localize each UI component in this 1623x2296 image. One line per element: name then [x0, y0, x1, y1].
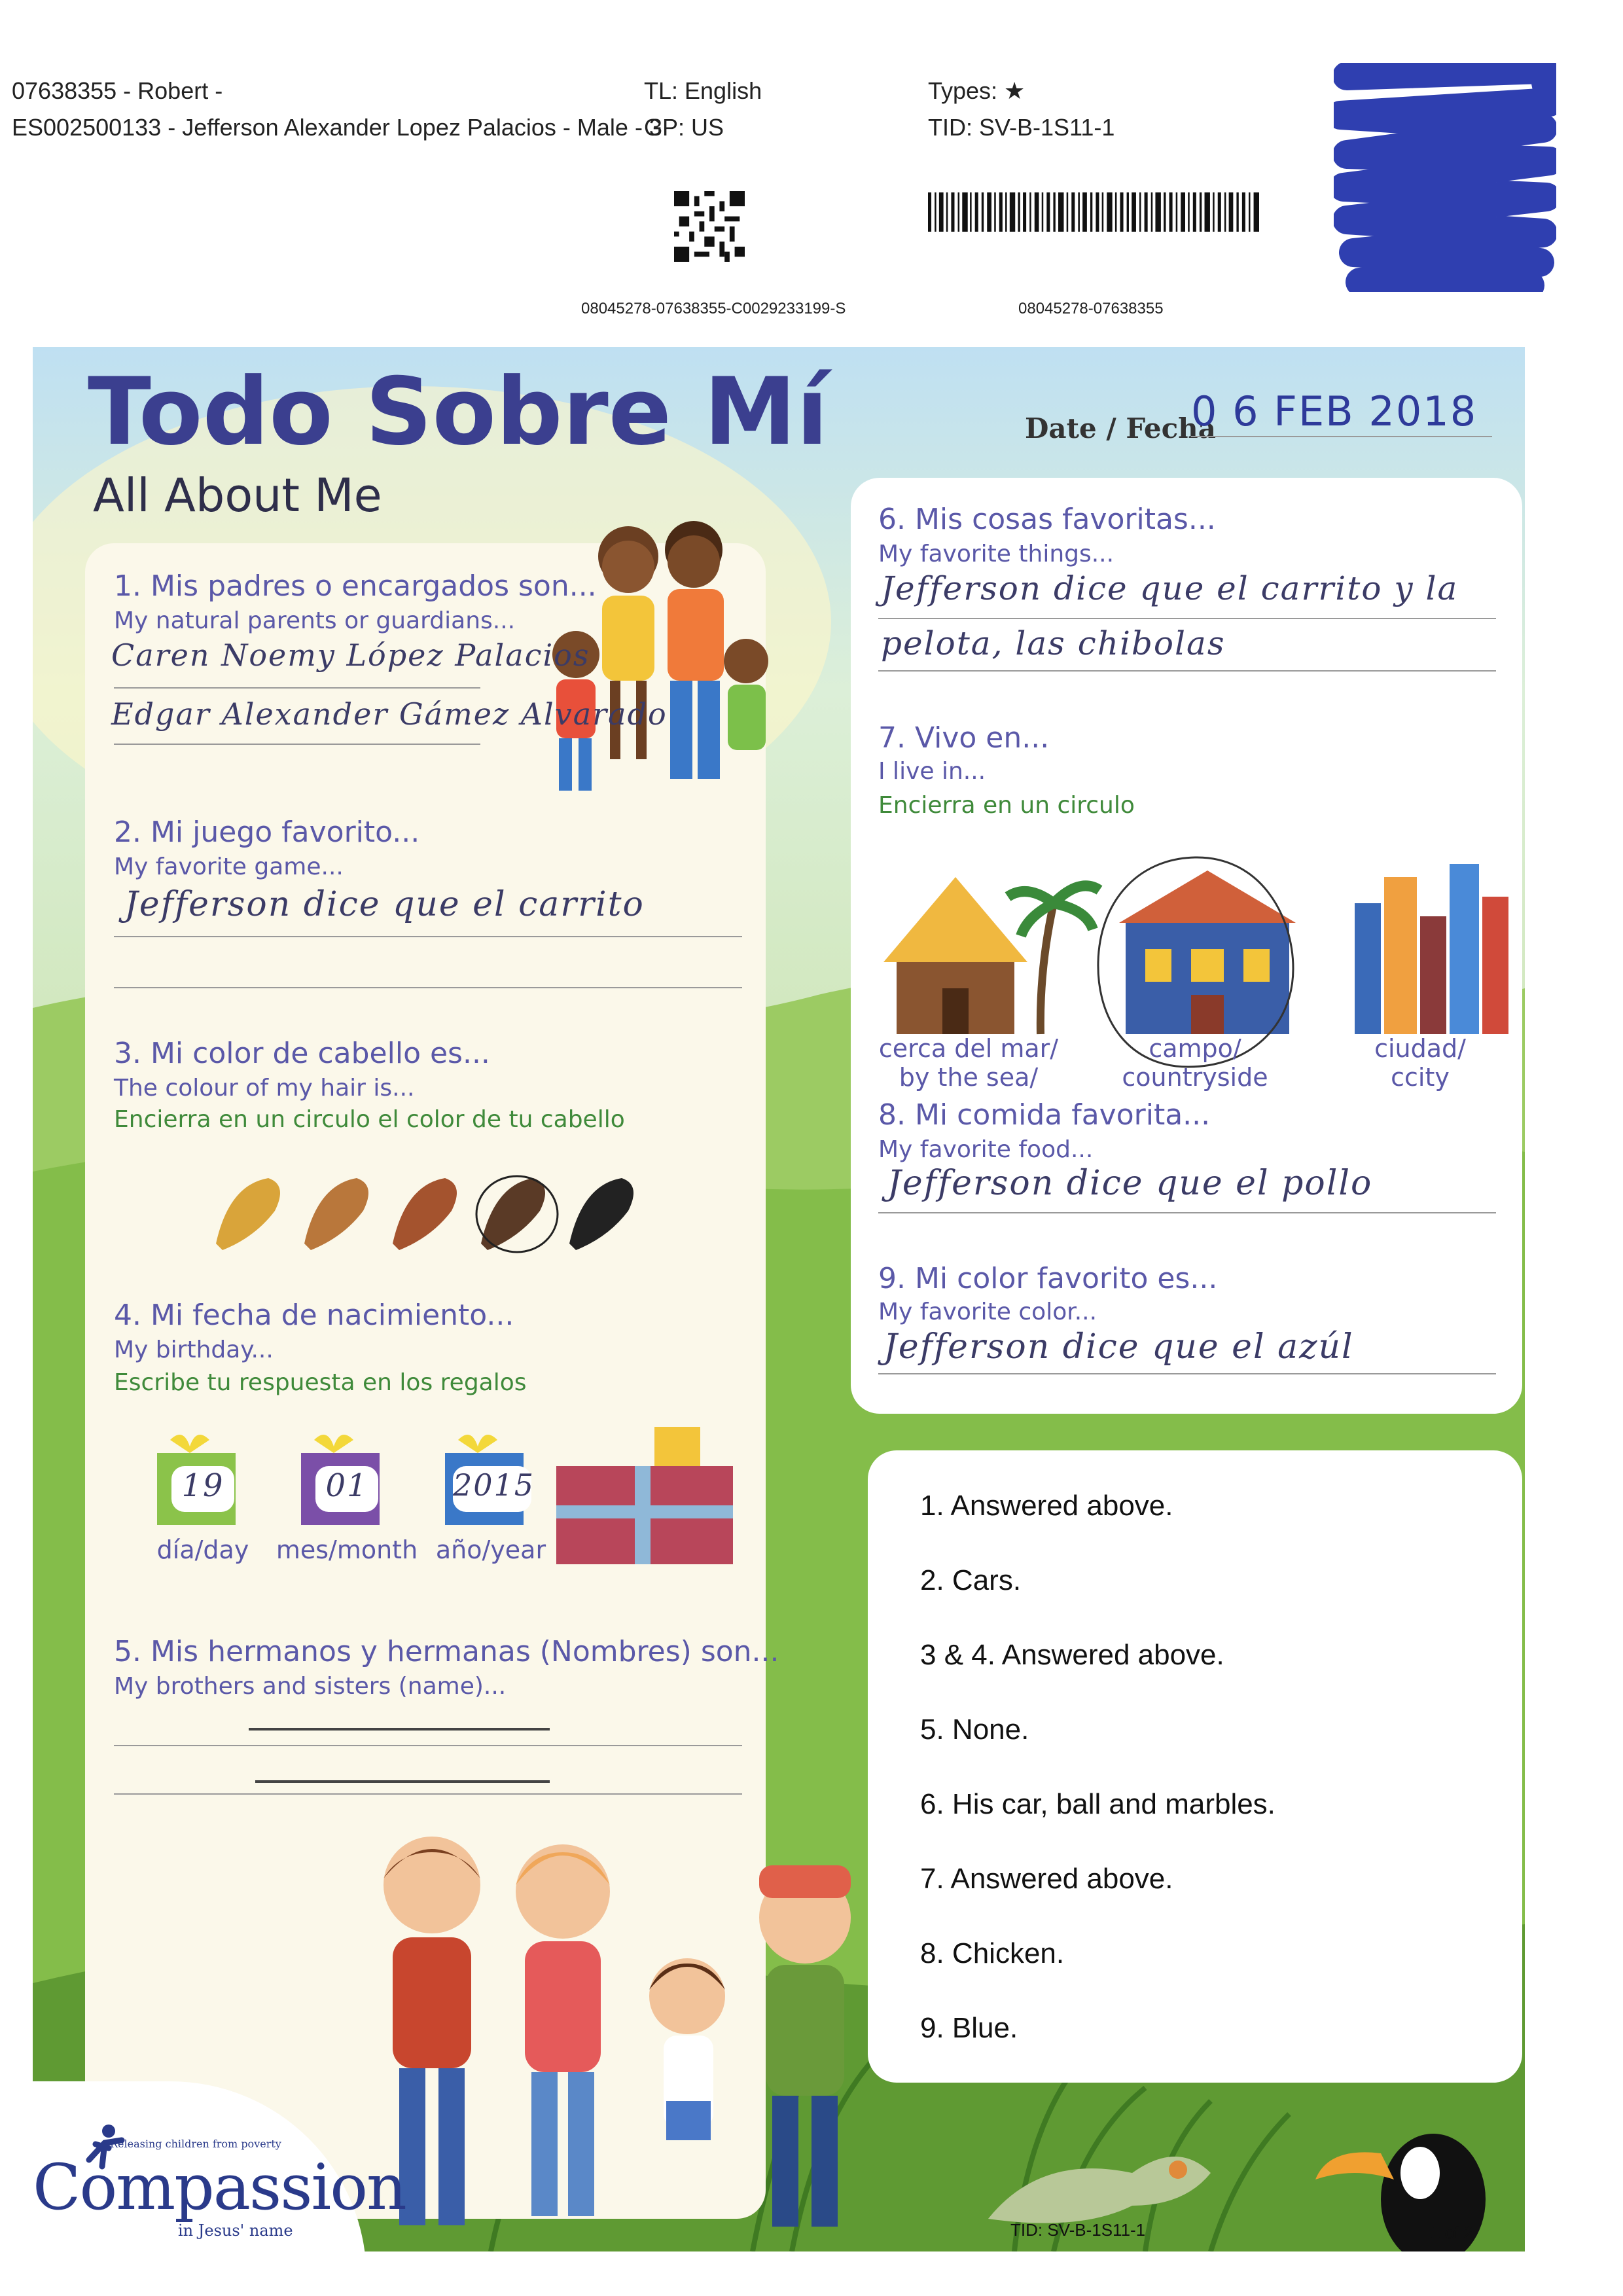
translation-line-4: 5. None. — [920, 1713, 1029, 1746]
q6-line-2 — [878, 670, 1496, 672]
q1-answer-1: Caren Noemy López Palacios — [111, 637, 590, 673]
q9-answer: Jefferson dice que el azúl — [883, 1327, 1354, 1367]
day-label: día/day — [156, 1535, 249, 1564]
types-label: Types: ★ — [928, 77, 1026, 104]
q6-line-1 — [878, 618, 1496, 619]
barcode-icon — [928, 192, 1259, 232]
translation-line-7: 8. Chicken. — [920, 1937, 1065, 1969]
translation-line-2: 2. Cars. — [920, 1564, 1022, 1596]
hair-swatch[interactable] — [476, 1176, 558, 1252]
translation-line-6: 7. Answered above. — [920, 1863, 1173, 1895]
q3-hint: Encierra en un circulo el color de tu cabello — [114, 1106, 625, 1133]
q1-answer-2: Edgar Alexander Gámez Alvarado — [111, 696, 668, 732]
q5-line-2 — [114, 1793, 742, 1795]
option-city: ciudad/ ccity — [1374, 1034, 1466, 1092]
q2-line-1 — [114, 936, 742, 937]
page-subtitle: All About Me — [93, 469, 382, 522]
date-stamp: 0 6 FEB 2018 — [1191, 387, 1478, 435]
q4-hint: Escribe tu respuesta en los regalos — [114, 1369, 527, 1396]
hair-swatch[interactable] — [304, 1178, 368, 1250]
q1-subtitle: My natural parents or guardians... — [114, 607, 516, 634]
q9-line — [878, 1373, 1496, 1374]
q8-answer: Jefferson dice que el pollo — [887, 1164, 1373, 1203]
form-sheet — [33, 347, 1525, 2251]
footer-page: 1 of 2 — [1431, 2223, 1474, 2242]
code-left: 08045278-07638355-C0029233199-S — [581, 300, 846, 317]
tid-label: TID: SV-B-1S11-1 — [928, 114, 1115, 141]
q7-hint: Encierra en un circulo — [878, 792, 1135, 819]
hair-swatch[interactable] — [216, 1178, 280, 1250]
logo-subtitle: in Jesus' name — [178, 2221, 293, 2240]
account-line: 07638355 - Robert - — [12, 77, 223, 104]
q5-subtitle: My brothers and sisters (name)... — [114, 1673, 507, 1700]
gp-country: GP: US — [644, 114, 724, 141]
q1-line-1 — [114, 687, 480, 689]
month-label: mes/month — [276, 1535, 418, 1564]
q5-line-1 — [114, 1745, 742, 1746]
q6-answer-2: pelota, las chibolas — [881, 624, 1226, 662]
children-illustration — [347, 1826, 936, 2251]
option-countryside: campo/ countryside — [1122, 1034, 1268, 1092]
q3-title: 3. Mi color de cabello es... — [114, 1037, 490, 1070]
option-by-the-sea: cerca del mar/ by the sea/ — [878, 1034, 1059, 1092]
q5-title: 5. Mis hermanos y hermanas (Nombres) son... — [114, 1635, 779, 1668]
date-label: Date / Fecha — [1025, 412, 1216, 444]
logo-tagline: Releasing children from poverty — [110, 2138, 281, 2150]
date-line — [1191, 436, 1492, 437]
q9-subtitle: My favorite color... — [878, 1299, 1097, 1325]
birth-year: 2015 — [453, 1467, 535, 1503]
q2-line-2 — [114, 987, 742, 988]
q7-title: 7. Vivo en... — [878, 721, 1050, 755]
q9-title: 9. Mi color favorito es... — [878, 1262, 1218, 1295]
hair-swatch[interactable] — [569, 1178, 633, 1250]
q2-title: 2. Mi juego favorito... — [114, 816, 420, 849]
q3-subtitle: The colour of my hair is... — [114, 1075, 415, 1102]
hair-color-swatches[interactable] — [203, 1158, 661, 1270]
q6-title: 6. Mis cosas favoritas... — [878, 503, 1216, 536]
translation-panel — [868, 1450, 1522, 2083]
q2-subtitle: My favorite game... — [114, 853, 344, 880]
q4-subtitle: My birthday... — [114, 1336, 274, 1363]
redaction-scribble — [1334, 63, 1556, 292]
translation-line-3: 3 & 4. Answered above. — [920, 1639, 1224, 1671]
hair-swatch[interactable] — [393, 1178, 457, 1250]
q1-line-2 — [114, 744, 480, 745]
code-right: 08045278-07638355 — [1018, 300, 1164, 317]
q5-stroke-2 — [255, 1780, 550, 1783]
birth-day: 19 — [181, 1467, 224, 1504]
qr-code-icon — [673, 191, 746, 262]
birthday-gifts — [124, 1427, 779, 1597]
q7-subtitle: I live in... — [878, 758, 986, 785]
q5-stroke-1 — [249, 1728, 550, 1731]
q8-title: 8. Mi comida favorita... — [878, 1098, 1211, 1132]
translation-line-1: 1. Answered above. — [920, 1490, 1173, 1522]
q8-subtitle: My favorite food... — [878, 1136, 1094, 1163]
child-info-line: ES002500133 - Jefferson Alexander Lopez Palacios - Male - 3 — [12, 114, 662, 141]
translation-language: TL: English — [644, 77, 762, 104]
translation-line-5: 6. His car, ball and marbles. — [920, 1788, 1275, 1820]
q6-subtitle: My favorite things... — [878, 541, 1115, 567]
page-title: Todo Sobre Mí — [88, 358, 829, 466]
q6-answer-1: Jefferson dice que el carrito y la — [881, 569, 1459, 607]
logo-name: Compassion — [33, 2151, 406, 2224]
q4-title: 4. Mi fecha de nacimiento... — [114, 1299, 514, 1332]
q1-title: 1. Mis padres o encargados son... — [114, 569, 597, 603]
q2-answer: Jefferson dice que el carrito — [124, 885, 645, 924]
birth-month: 01 — [325, 1467, 368, 1504]
footer-tid: TID: SV-B-1S11-1 — [1010, 2220, 1146, 2240]
translation-line-8: 9. Blue. — [920, 2012, 1018, 2044]
year-label: año/year — [435, 1535, 546, 1564]
q8-line — [878, 1212, 1496, 1213]
